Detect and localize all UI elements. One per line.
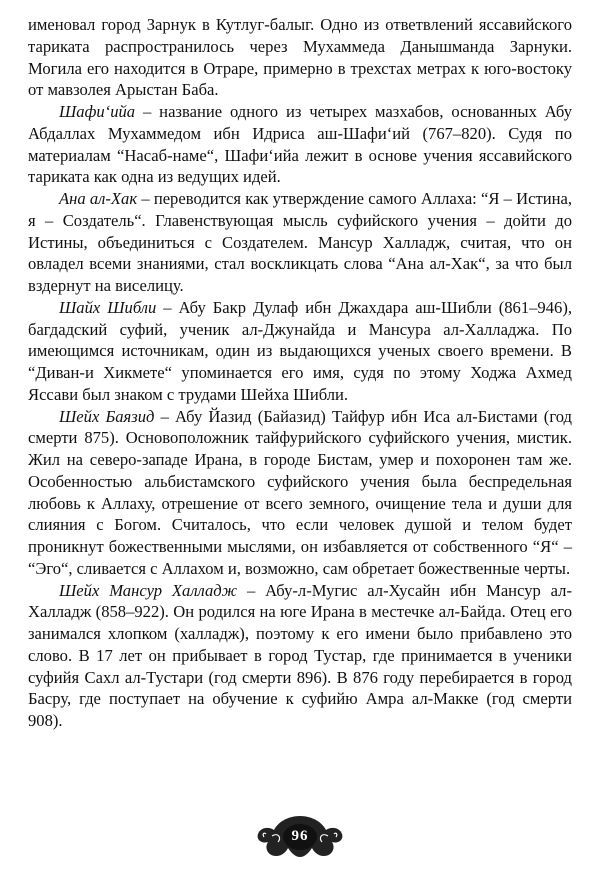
glossary-term: Шайх Шибли <box>59 297 157 317</box>
paragraph-text: – переводится как утверждение самого Аллаха: “Я – Истина, я – Создатель“. Главенствующая мысль суфийского учения – дойти до Истины, объединиться с Создателем. Мансур Халладж, считая, что он овладел всеми знаниями, стал воскликцать слова “Ана ал-Хак“, за что был вздернут на виселицу. <box>28 189 572 295</box>
page-number: 96 <box>291 827 309 844</box>
body-text <box>28 14 572 732</box>
glossary-term: Шейх Баязид <box>59 406 155 426</box>
paragraph-shafiiya <box>28 101 572 188</box>
paragraph-shaih-shibli <box>28 297 572 406</box>
paragraph-sheih-mansur <box>28 580 572 732</box>
paragraph-text: – Абу Йазид (Байазид) Тайфур ибн Иса ал-Бистами (год смерти 875). Основоположник тайфурийского суфийского учения, мистик. Жил на северо-западе Ирана, в городе Бистам, умер и похоронен там же. Особенностью альбистамского суфийского учения была беспредельная любовь к Аллаху, отрешение от всего земного, очищение тела и души для слияния с Богом. Считалось, что если человек душой и телом будет проникнут божественными мыслями, он избавляется от собственного “Я“ – “Эго“, сливается с Аллахом и, возможно, сам обретает божественные черты. <box>28 406 572 578</box>
paragraph-text: именовал город Зарнук в Кутлуг-балыг. Одно из ответвлений яссавийского тариката распространилось через Мухаммеда Данышманда Зарнуки. Могила его находится в Отраре, примерно в трехстах метрах к юго-востоку от мавзолея Арыстан Баба. <box>28 15 572 100</box>
glossary-term: Шейх Мансур Халладж <box>59 580 238 600</box>
paragraph-ana-al-hak <box>28 188 572 297</box>
paragraph-text: – название одного из четырех мазхабов, основанных Абу Абдаллах Мухаммедом ибн Идриса аш-Шафи‘ий (767–820). Судя по материалам “Насаб-наме“, Шафи‘ийа лежит в основе учения яссавийского тариката как одна из ведущих идей. <box>28 102 572 187</box>
glossary-term: Шафи‘ийа <box>59 102 136 121</box>
paragraph-sheih-bayazid <box>28 406 572 580</box>
paragraph-text: – Абу-л-Мугис ал-Хусайн ибн Мансур ал-Халладж (858–922). Он родился на юге Ирана в местечке ал-Байда. Отец его занимался хлопком (халладж), поэтому к его имени было прибавлено это слово. В 17 лет он прибывает в город Тустар, где принимается в ученики суфийя Сахл ал-Тустари (год смерти 896). В 876 году перебирается в город Басру, где поступает на обучение к суфийю Амра ал-Макке (год смерти 908). <box>28 580 572 730</box>
paragraph-text: – Абу Бакр Дулаф ибн Джахдара аш-Шибли (861–946), багдадский суфий, ученик ал-Джунайда и Мансура ал-Халладжа. По имеющимся источникам, один из выдающихся ученых своего времени. В “Диван-и Хикмете“ упоминается его имя, судя по этому Ходжа Ахмед Яссави был знаком с трудами Шейха Шибли. <box>28 297 572 404</box>
paragraph-intro <box>28 14 572 101</box>
glossary-term: Ана ал-Хак <box>59 189 138 208</box>
